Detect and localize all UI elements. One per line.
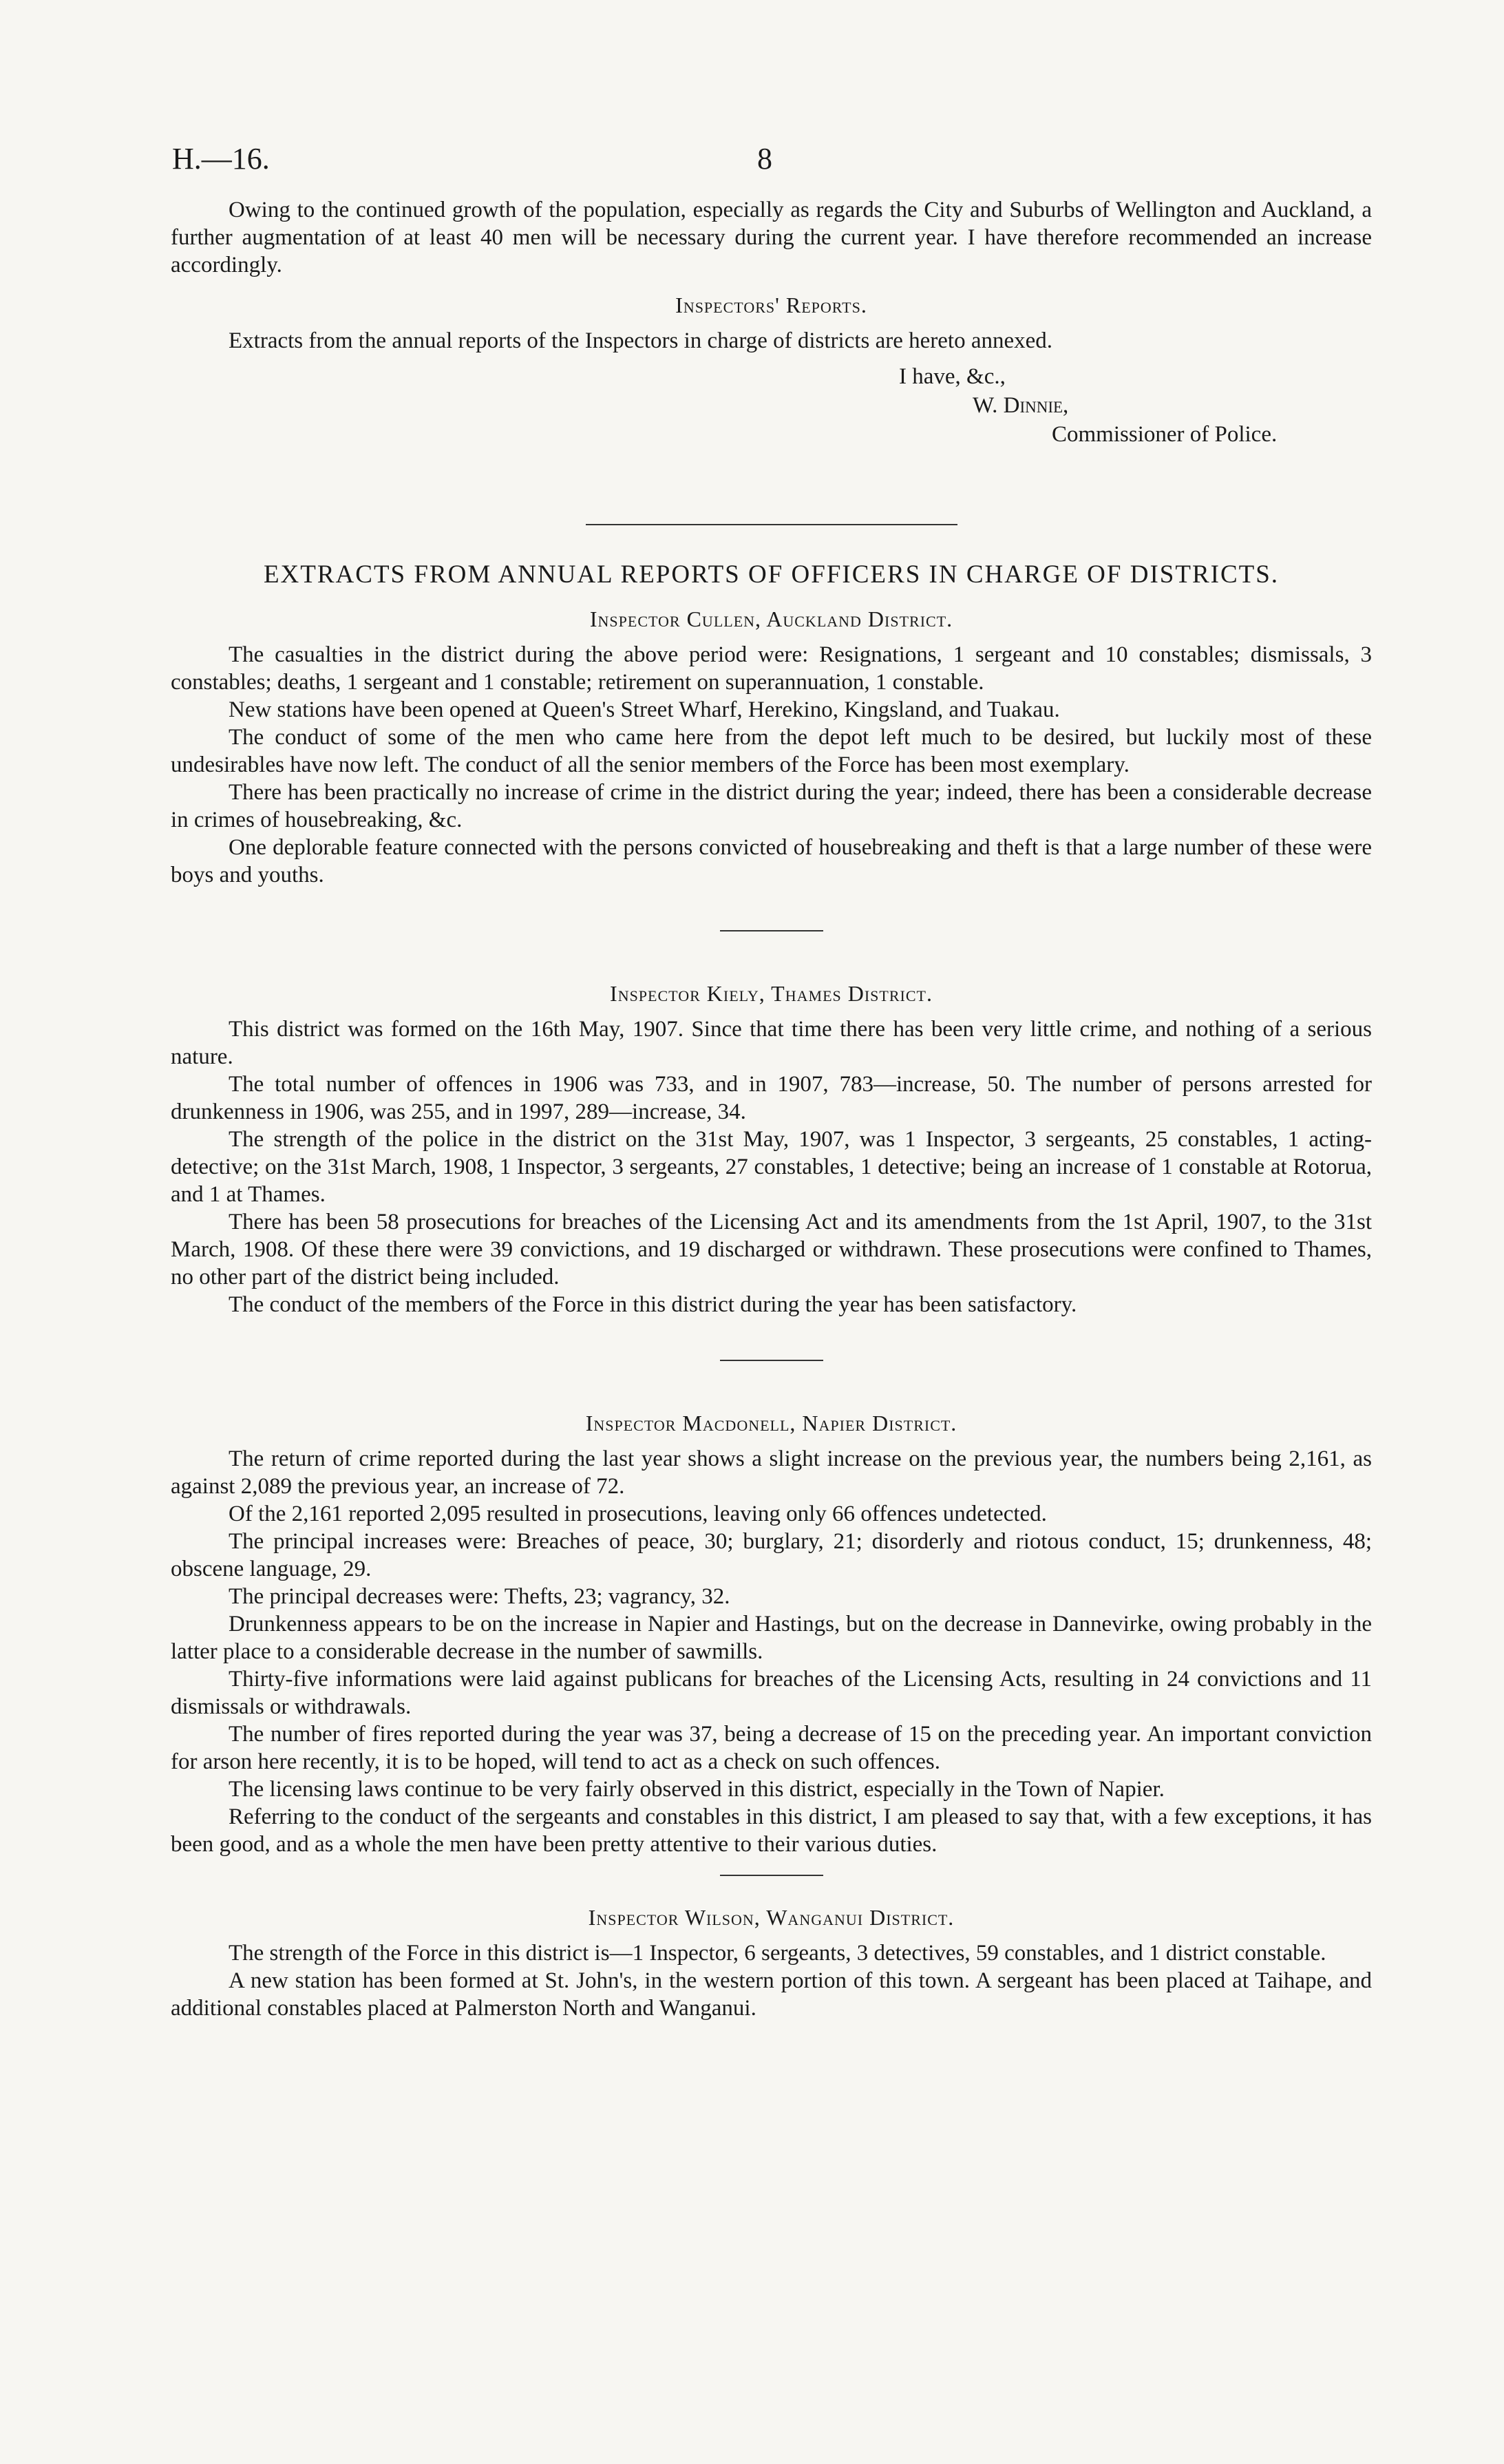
report-section-auckland bbox=[171, 605, 1372, 889]
section-paragraph: The strength of the police in the district on the 31st May, 1907, was 1 Inspector, 3 sergeants, 25 constables, 1 acting-detective; on the 31st March, 1908, 1 Inspector, 3 sergeants, 27 constables, 1 detective; being an increase of 1 constable at Rotorua, and 1 at Thames. bbox=[171, 1127, 1372, 1207]
section-heading: Inspector Wilson, Wanganui District. bbox=[588, 1905, 955, 1930]
section-divider bbox=[720, 1360, 823, 1361]
section-paragraph: The conduct of some of the men who came here from the depot left much to be desired, but luckily most of these undesirables have now left. The conduct of all the senior members of the Force has been most exemplary. bbox=[171, 725, 1372, 777]
section-heading: Inspector Macdonell, Napier District. bbox=[585, 1411, 957, 1435]
section-paragraph: One deplorable feature connected with the persons convicted of housebreaking and theft is that a large number of these were boys and youths. bbox=[171, 835, 1372, 887]
section-paragraph: The number of fires reported during the year was 37, being a decrease of 15 on the preceding year. An important conviction for arson here recently, it is to be hoped, will tend to act as a check on such offences. bbox=[171, 1722, 1372, 1774]
section-paragraph: The principal decreases were: Thefts, 23; vagrancy, 32. bbox=[229, 1584, 730, 1609]
section-paragraph: Drunkenness appears to be on the increase in Napier and Hastings, but on the decrease in Dannevirke, owing probably in the latter place to a considerable decrease in the number of sawmills. bbox=[171, 1612, 1372, 1664]
section-divider bbox=[586, 524, 957, 525]
report-section-wanganui bbox=[171, 1904, 1372, 2022]
document-reference: H.—16. bbox=[172, 142, 270, 176]
signoff-block bbox=[171, 363, 1372, 501]
section-paragraph: A new station has been formed at St. John's, in the western portion of this town. A sergeant has been placed at Taihape, and additional constables placed at Palmerston North and Wanganui. bbox=[171, 1968, 1372, 2021]
report-section-thames bbox=[171, 980, 1372, 1318]
page-number: 8 bbox=[757, 142, 772, 176]
section-paragraph: The total number of offences in 1906 was 733, and in 1907, 783—increase, 50. The number of persons arrested for drunkenness in 1906, was 255, and in 1997, 289—increase, 34. bbox=[171, 1072, 1372, 1124]
extracts-note: Extracts from the annual reports of the Inspectors in charge of districts are hereto annexed. bbox=[229, 328, 1053, 353]
signoff-greeting: I have, &c., bbox=[899, 364, 1006, 389]
section-paragraph: The principal increases were: Breaches of peace, 30; burglary, 21; disorderly and riotous conduct, 15; drunkenness, 48; obscene language, 29. bbox=[171, 1529, 1372, 1581]
section-paragraph: Of the 2,161 reported 2,095 resulted in prosecutions, leaving only 66 offences undetected. bbox=[229, 1502, 1047, 1526]
section-heading: Inspector Kiely, Thames District. bbox=[610, 981, 933, 1006]
inspectors-reports-subheading: Inspectors' Reports. bbox=[675, 293, 867, 317]
section-paragraph: The casualties in the district during the above period were: Resignations, 1 sergeant and 10 constables; dismissals, 3 constables; deaths, 1 sergeant and 1 constable; retirement on superannuation, 1 constable. bbox=[171, 642, 1372, 695]
intro-paragraph: Owing to the continued growth of the population, especially as regards the City and Suburbs of Wellington and Auckland, a further augmentation of at least 40 men will be necessary during the current year. I have therefore recommended an increase accordingly. bbox=[171, 198, 1372, 277]
section-paragraph: There has been 58 prosecutions for breaches of the Licensing Act and its amendments from the 1st April, 1907, to the 31st March, 1908. Of these there were 39 convictions, and 19 discharged or withdrawn. These prosecutions were confined to Thames, no other part of the district being included. bbox=[171, 1210, 1372, 1289]
section-divider bbox=[720, 930, 823, 931]
section-paragraph: This district was formed on the 16th May, 1907. Since that time there has been very little crime, and nothing of a serious nature. bbox=[171, 1017, 1372, 1069]
section-heading: Inspector Cullen, Auckland District. bbox=[589, 607, 953, 631]
section-paragraph: The strength of the Force in this district is—1 Inspector, 6 sergeants, 3 detectives, 59 constables, and 1 district constable. bbox=[229, 1941, 1326, 1966]
page-content bbox=[171, 196, 1372, 2022]
section-divider bbox=[720, 1875, 823, 1876]
report-section-napier bbox=[171, 1409, 1372, 1858]
section-paragraph: The licensing laws continue to be very fairly observed in this district, especially in the Town of Napier. bbox=[229, 1777, 1165, 1802]
main-heading: EXTRACTS FROM ANNUAL REPORTS OF OFFICERS IN CHARGE OF DISTRICTS. bbox=[263, 560, 1280, 589]
signoff-name: W. Dinnie, bbox=[973, 393, 1069, 418]
section-paragraph: New stations have been opened at Queen's Street Wharf, Herekino, Kingsland, and Tuakau. bbox=[229, 697, 1060, 722]
section-paragraph: Referring to the conduct of the sergeants and constables in this district, I am pleased to say that, with a few exceptions, it has been good, and as a whole the men have been pretty attentive to their various duties. bbox=[171, 1804, 1372, 1857]
page-header bbox=[172, 141, 1373, 189]
section-paragraph: The return of crime reported during the last year shows a slight increase on the previous year, the numbers being 2,161, as against 2,089 the previous year, an increase of 72. bbox=[171, 1446, 1372, 1499]
section-paragraph: The conduct of the members of the Force in this district during the year has been satisfactory. bbox=[229, 1292, 1077, 1317]
section-paragraph: Thirty-five informations were laid against publicans for breaches of the Licensing Acts, resulting in 24 convictions and 11 dismissals or withdrawals. bbox=[171, 1667, 1372, 1719]
signoff-title: Commissioner of Police. bbox=[1052, 422, 1278, 447]
section-paragraph: There has been practically no increase of crime in the district during the year; indeed, there has been a considerable decrease in crimes of housebreaking, &c. bbox=[171, 780, 1372, 832]
